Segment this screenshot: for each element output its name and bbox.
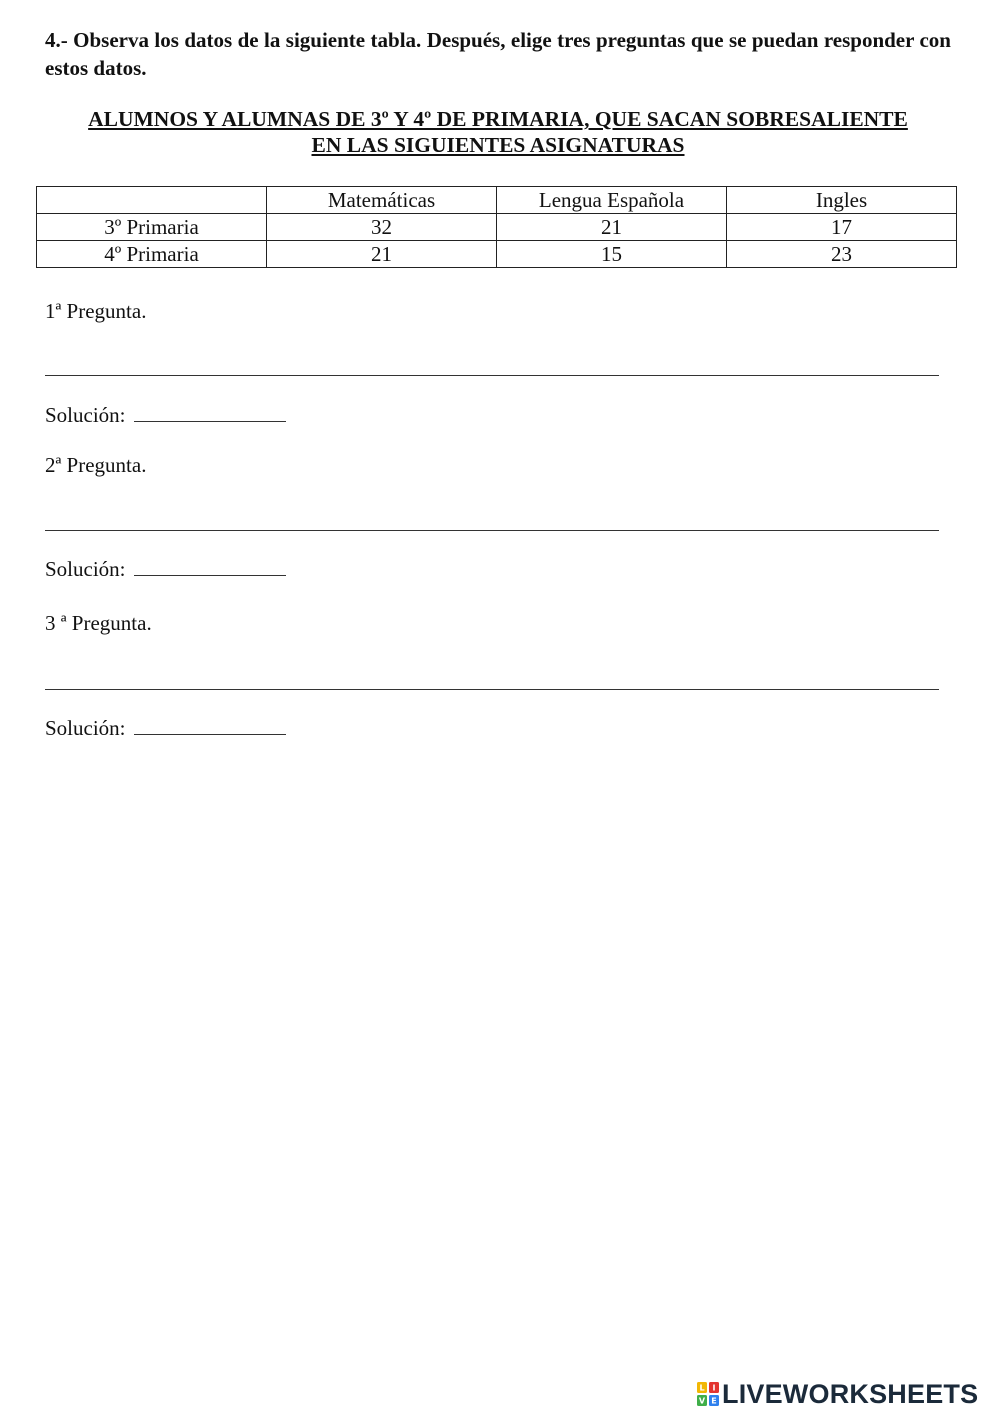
data-table [36, 186, 957, 268]
liveworksheets-brand [697, 1379, 978, 1409]
liveworksheets-wordmark: LIVEWORKSHEETS [722, 1379, 979, 1409]
table-header-cell-lengua: Lengua Española [497, 187, 727, 214]
table-title [40, 106, 956, 158]
table-cell: 21 [267, 241, 497, 268]
table-title-line-1: ALUMNOS Y ALUMNAS DE 3º Y 4º DE PRIMARIA, QUE SACAN SOBRESALIENTE [88, 107, 908, 131]
question-3-label: 3 ª Pregunta. [45, 611, 152, 635]
table-cell: 23 [727, 241, 957, 268]
table-cell: 15 [497, 241, 727, 268]
table-title-line-2: EN LAS SIGUIENTES ASIGNATURAS [311, 133, 685, 157]
svg-text:V: V [698, 1396, 706, 1406]
question-1-answer-line[interactable] [45, 375, 939, 376]
liveworksheets-logo-icon [697, 1382, 719, 1406]
question-2-label: 2ª Pregunta. [45, 453, 147, 477]
table-row-label: 4º Primaria [37, 241, 267, 268]
question-1-label: 1ª Pregunta. [45, 299, 147, 323]
solution-3-blank[interactable] [134, 716, 286, 735]
table-row [37, 214, 957, 241]
svg-text:I: I [712, 1383, 716, 1393]
svg-text:E: E [711, 1396, 717, 1406]
table-header-cell-ingles: Ingles [727, 187, 957, 214]
exercise-instruction: 4.- Observa los datos de la siguiente tabla. Después, elige tres preguntas que se puedan responder con estos datos. [45, 28, 951, 80]
solution-1 [45, 402, 286, 428]
solution-2-blank[interactable] [134, 557, 286, 576]
table-row-label: 3º Primaria [37, 214, 267, 241]
table-row [37, 241, 957, 268]
solution-1-blank[interactable] [134, 403, 286, 422]
solution-2-label: Solución: [45, 557, 126, 581]
table-header-cell-empty [37, 187, 267, 214]
table-cell: 32 [267, 214, 497, 241]
svg-text:L: L [699, 1383, 705, 1393]
question-3-answer-line[interactable] [45, 689, 939, 690]
solution-2 [45, 556, 286, 582]
table-header-cell-matematicas: Matemáticas [267, 187, 497, 214]
table-cell: 17 [727, 214, 957, 241]
table-header-row [37, 187, 957, 214]
question-2-answer-line[interactable] [45, 530, 939, 531]
solution-3 [45, 715, 286, 741]
solution-3-label: Solución: [45, 716, 126, 740]
table-cell: 21 [497, 214, 727, 241]
solution-1-label: Solución: [45, 403, 126, 427]
